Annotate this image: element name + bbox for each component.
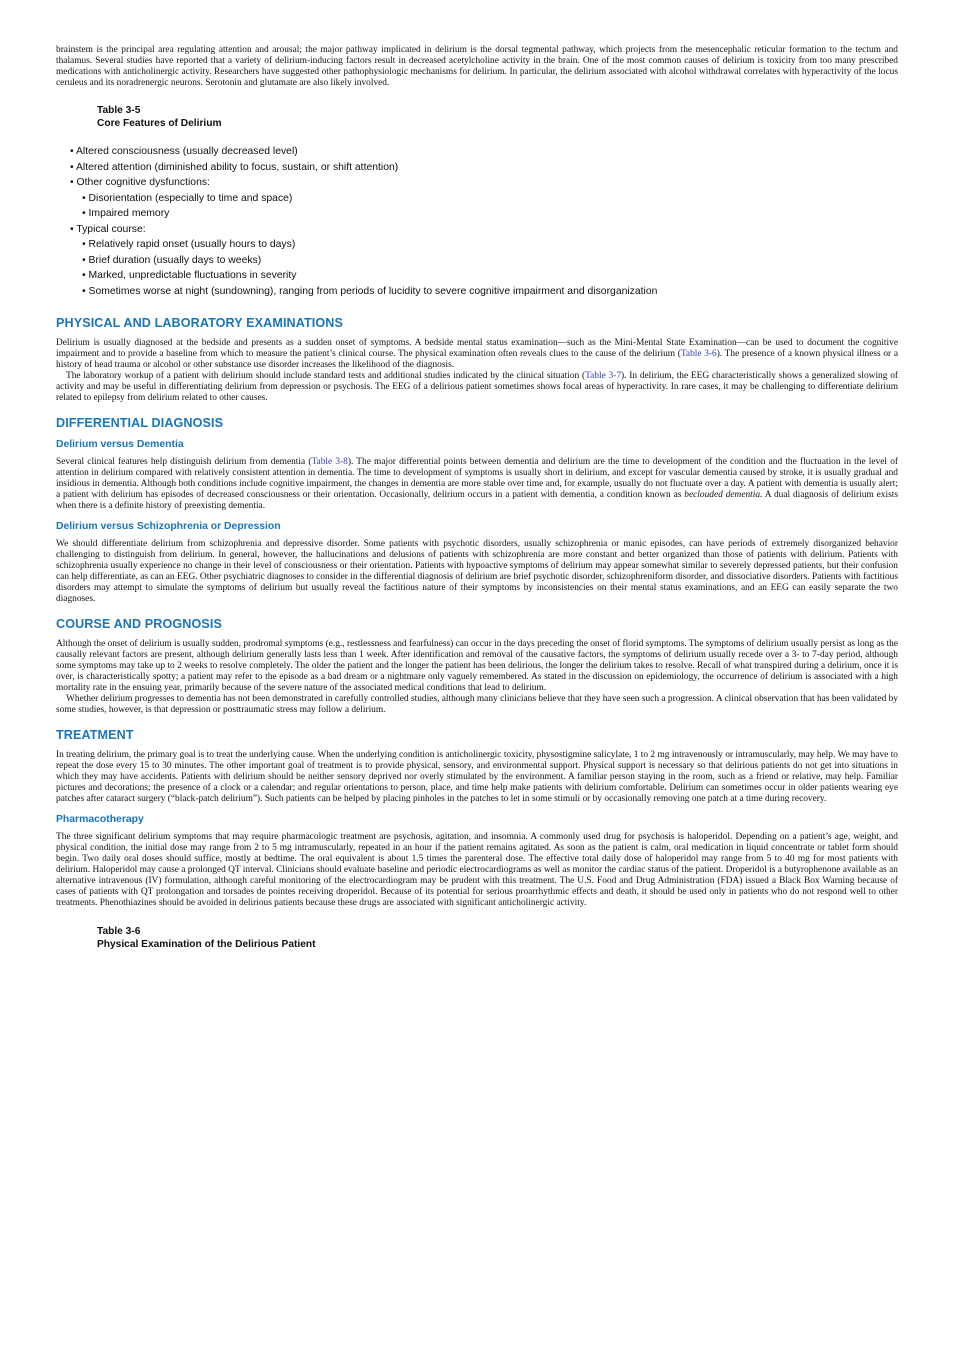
differential-paragraph-1 [56,457,898,512]
physical-paragraph-2 [56,371,898,404]
table-3-7-link[interactable]: Table 3-7 [585,371,622,381]
list-item: • Typical course: [70,223,146,235]
list-item: • Impaired memory [82,208,170,219]
section-heading-differential: DIFFERENTIAL DIAGNOSIS [56,416,224,430]
section-heading-course: COURSE AND PROGNOSIS [56,617,222,631]
physical-paragraph-1 [56,338,898,371]
list-item: • Disorientation (especially to time and space) [82,192,293,204]
treatment-paragraph-2: The three significant delirium symptoms that may require pharmacologic treatment are psychosis, agitation, and insomnia. A commonly used drug for psychosis is haloperidol. Depending on a patient’s age, weight, and physical condition, the initial dose may range from 2 to 5 mg intramuscularly, repeated in an hour if the patient remains agitated. As soon as the patient is calm, oral medication in liquid concentrate or tablet form should begin. Two daily oral doses should suffice, mostly at bedtime. The oral equivalent is about 1.5 times the parenteral dose. The effective total daily dose of haloperidol may range from 5 to 40 mg for most patients with delirium. Haloperidol may cause a prolonged QT interval. Clinicians should evaluate baseline and periodic electrocardiograms as well as monitor the cardiac status of the patient. Droperidol is a butyrophenone available as an alternative intravenous (IV) formulation, although careful monitoring of the electrocardiogram may be prudent with this treatment. The U.S. Food and Drug Administration (FDA) issued a Black Box Warning because of cases of patients with QT prolongation and torsades de pointes receiving droperidol. Because of its potential for serious proarrhythmic effects and death, it should be used only in patients who do not respond well to other treatments. Phenothiazines should be avoided in delirious patients because these drugs are associated with significant anticholinergic activity. [56,832,898,908]
differential-paragraph-2: We should differentiate delirium from schizophrenia and depressive disorder. Some patients with psychotic disorders, usually schizophrenia or manic episodes, can have periods of extremely disorganized behavior challenging to distinguish from delirium. In general, however, the hallucinations and delusions of patients with schizophrenia are more constant and better organized than those of patients with delirium. Patients with schizophrenia usually experience no change in their level of consciousness or their orientation. Patients with hypoactive symptoms of delirium may appear somewhat similar to severely depressed patients, but their confusion can help differentiate, as can an EEG. Other psychiatric diagnoses to consider in the differential diagnosis of delirium are brief psychotic disorder, schizophreniform disorder, and dissociative disorders. Patients with factitious disorders may attempt to simulate the symptoms of delirium but usually reveal the factitious nature of their symptoms by inconsistencies on their mental status examinations, and an EEG can easily separate the two diagnoses. [56,539,898,604]
table-3-5-caption [56,104,898,130]
list-item: • Marked, unpredictable fluctuations in severity [82,270,297,281]
list-item: • Other cognitive dysfunctions: [70,177,210,188]
list-item: • Altered attention (diminished ability to focus, sustain, or shift attention) [70,161,399,173]
text-span: Several clinical features help distinguish delirium from dementia ( [56,457,312,467]
text-span: Delirium is usually diagnosed at the bedside and presents as a sudden onset of symptoms. A bedside mental status examination—such as the Mini-Mental State Examination—can be used to document the cognitive impairment and to provide a baseline from which to measure the patient’s clinical course. The physical examination often reveals clues to the cause of the delirium ( [56,338,898,359]
course-paragraph-2: Whether delirium progresses to dementia has not been demonstrated in carefully controlled studies, although many clinicians believe that they have seen such a progression. A clinical observation that has been validated by some studies, however, is that depression or posttraumatic stress may follow a delirium. [56,694,898,715]
section-heading-treatment: TREATMENT [56,728,134,742]
table-title: Core Features of Delirium [97,118,222,129]
table-title: Physical Examination of the Delirious Patient [97,939,316,950]
page-content [56,45,898,951]
subheading-schizophrenia: Delirium versus Schizophrenia or Depression [56,521,281,532]
intro-paragraph: brainstem is the principal area regulating attention and arousal; the major pathway implicated in delirium is the dorsal tegmental pathway, which projects from the mesencephalic reticular formation to the tectum and thalamus. Several studies have reported that a variety of delirium-inducing factors result in decreased acetylcholine activity in the brain. One of the most common causes of delirium is toxicity from too many prescribed medications with anticholinergic activity. Researchers have suggested other pathophysiologic mechanisms for delirium. In particular, the delirium associated with alcohol withdrawal correlates with hyperactivity of the locus ceruleus and its noradrenergic neurons. Serotonin and glutamate are also likely involved. [56,45,898,88]
table-label: Table 3-5 [97,105,141,116]
list-item: • Altered consciousness (usually decreased level) [70,146,298,157]
treatment-paragraph-1: In treating delirium, the primary goal is to treat the underlying cause. When the underlying condition is anticholinergic toxicity, physostigmine salicylate, 1 to 2 mg intravenously or intramuscularly, may help. We may have to repeat the dose every 15 to 30 minutes. The other important goal of treatment is to provide physical, sensory, and environmental support. Physical support is necessary so that delirious patients do not get into situations in which they may have accidents. Patients with delirium should be neither sensory deprived nor overly stimulated by the environment. A familiar person staying in the room, such as a friend or relative, may help. Familiar pictures and decorations; the presence of a clock or a calendar; and regular orientations to person, place, and time help make patients with delirium comfortable. Delirium can sometimes occur in older patients wearing eye patches after cataract surgery (“black-patch delirium”). Such patients can be helped by placing pinholes in the patches to let in some stimuli or by occasionally removing one patch at a time during recovery. [56,750,898,804]
emphasis-text: beclouded dementia. [684,490,763,500]
list-item: • Relatively rapid onset (usually hours to days) [82,239,296,250]
list-item: • Brief duration (usually days to weeks) [82,254,262,266]
table-3-8-link[interactable]: Table 3-8 [311,457,348,467]
text-span: ). The major differential points between dementia and delirium are the time to development of the condition and the fluctuation in the level of attention in delirium compared with relatively consistent attention in dementia. The time to development of symptoms is usually short in delirium, and except for vascular dementia caused by stroke, it is usually gradual and insidious in dementia. Although both conditions include cognitive impairment, the changes in dementia are more stable over time and, for example, usually do not fluctuate over a day. A patient with dementia is usually alert; a patient with delirium has episodes of decreased consciousness or their orientation. Occasionally, delirium occurs in a patient with dementia, a condition known as [56,457,898,500]
list-item: • Sometimes worse at night (sundowning), ranging from periods of lucidity to severe cognitive impairment and disorganization [82,285,658,297]
subheading-pharmacotherapy: Pharmacotherapy [56,814,144,825]
text-span: The laboratory workup of a patient with delirium should include standard tests and additional studies indicated by the clinical situation ( [66,371,586,381]
course-paragraph-1: Although the onset of delirium is usually sudden, prodromal symptoms (e.g., restlessness and fearfulness) can occur in the days preceding the onset of florid symptoms. The symptoms of delirium usually persist as long as the causally relevant factors are present, although delirium generally lasts less than 1 week. After identification and removal of the causative factors, the symptoms of delirium usually recede over a 3- to 7-day period, although some symptoms may take up to 2 weeks to resolve completely. The older the patient and the longer the patient has been delirious, the longer the delirium takes to resolve. Recall of what transpired during a delirium, once it is over, is characteristically spotty; a patient may refer to the episode as a bad dream or a nightmare only vaguely remembered. As stated in the discussion on epidemiology, the occurrence of delirium is associated with a high mortality rate in the ensuing year, primarily because of the severe nature of the associated medical conditions that lead to delirium. [56,639,898,693]
table-3-6-link[interactable]: Table 3-6 [680,349,717,359]
text-span: A dual diagnosis of delirium exists when there is a definite history of preexisting dementia. [56,490,898,511]
subheading-dementia: Delirium versus Dementia [56,439,184,450]
section-heading-physical: PHYSICAL AND LABORATORY EXAMINATIONS [56,316,343,330]
text-span: ). The presence of a known physical illness or a history of head trauma or alcohol or other substance use disorder increases the likelihood of the diagnosis. [56,349,898,370]
core-features-list [56,144,898,299]
text-span: ). In delirium, the EEG characteristically shows a generalized slowing of activity and may be useful in differentiating delirium from depression or psychosis. The EEG of a delirious patient sometimes shows focal areas of hyperactivity. In rare cases, it may be challenging to differentiate delirium related to epilepsy from delirium related to other causes. [56,371,899,403]
table-label: Table 3-6 [97,926,141,937]
table-3-6-caption [56,925,898,951]
